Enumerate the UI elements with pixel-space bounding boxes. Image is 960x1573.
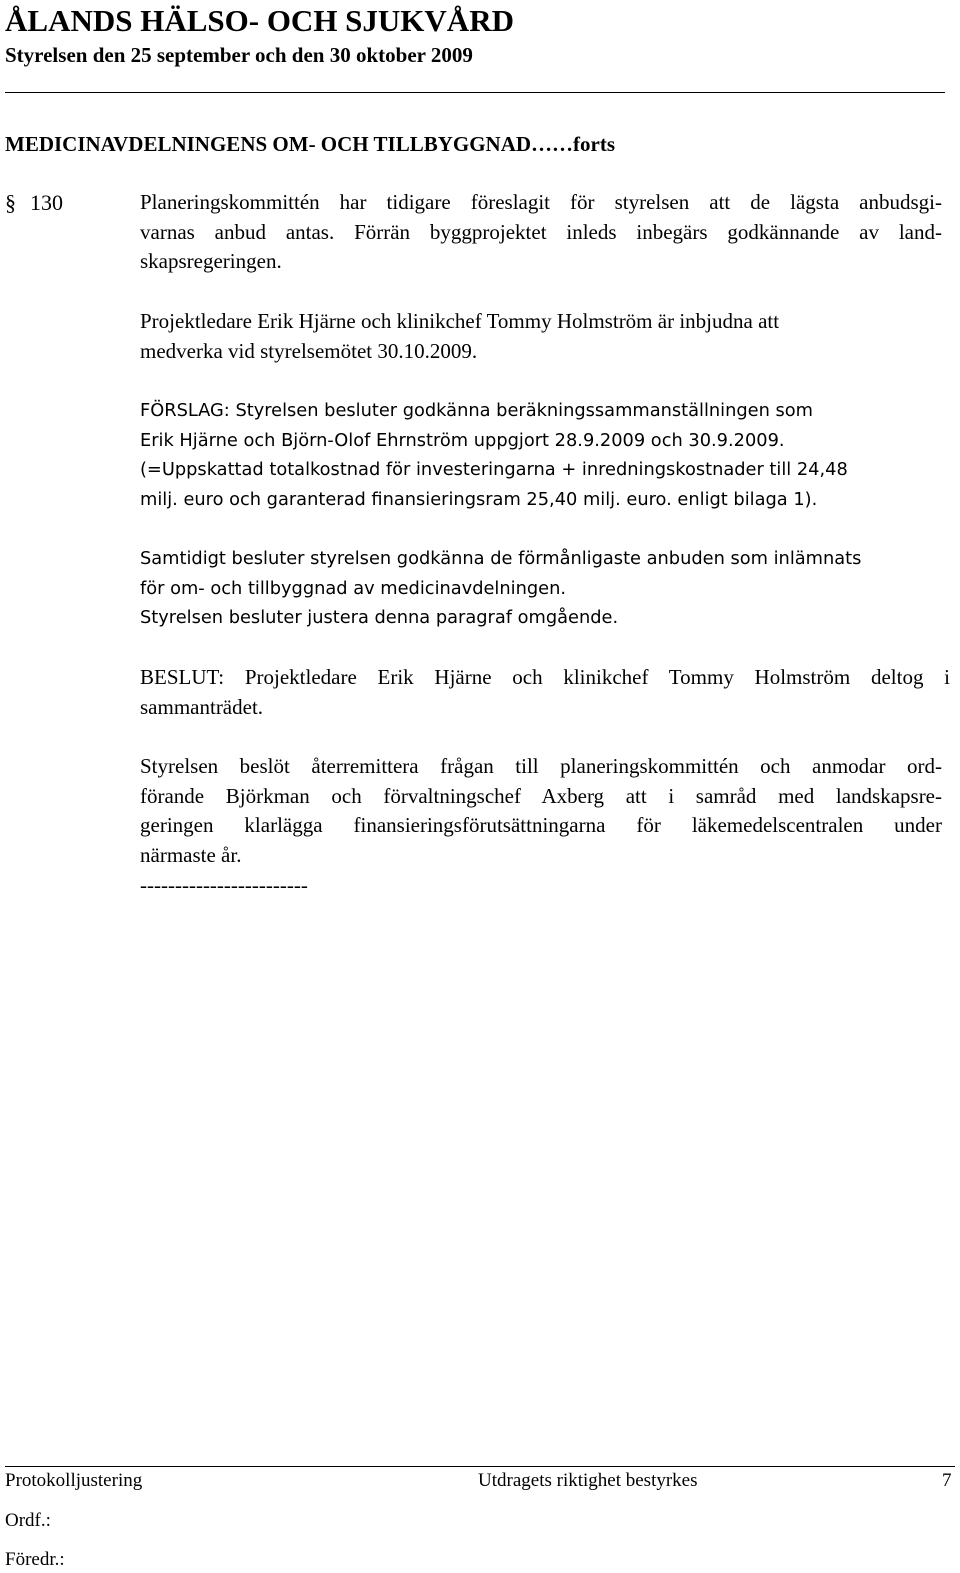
text-line: (=Uppskattad totalkostnad för investeringarna + inredningskostnader till 24,48	[140, 459, 848, 480]
text-line: FÖRSLAG: Styrelsen besluter godkänna beräkningssammanställningen som	[140, 400, 813, 421]
text-line: geringen klarlägga finansieringsförutsättningarna för läkemedelscentralen under	[140, 813, 942, 837]
paragraph-referral	[140, 752, 942, 870]
text-line: Samtidigt besluter styrelsen godkänna de förmånligaste anbuden som inlämnats	[140, 548, 862, 569]
paragraph-sign: §	[5, 190, 16, 215]
text-line: Projektledare Erik Hjärne och klinikchef Tommy Holmström är inbjudna att	[140, 309, 780, 333]
section-heading: MEDICINAVDELNINGENS OM- OCH TILLBYGGNAD……forts	[5, 132, 616, 156]
text-line: Styrelsen beslöt återremittera frågan till planeringskommittén och anmodar ord-	[140, 754, 942, 778]
paragraph-proposal	[140, 396, 848, 514]
text-line: för om- och tillbyggnad av medicinavdelningen.	[140, 577, 566, 599]
text-line: varnas anbud antas. Förrän byggprojektet inleds inbegärs godkännande av land-	[140, 219, 942, 244]
header-divider	[5, 92, 945, 93]
text-line: sammanträdet.	[140, 694, 264, 719]
text-line: Erik Hjärne och Björn-Olof Ehrnström uppgjort 28.9.2009 och 30.9.2009.	[140, 429, 785, 451]
text-line: Styrelsen besluter justera denna paragraf omgående.	[140, 607, 619, 628]
text-line: skapsregeringen.	[140, 249, 282, 273]
text-line: närmaste år.	[140, 842, 242, 867]
paragraph-invitation	[140, 307, 779, 366]
text-line: medverka vid styrelsemötet 30.10.2009.	[140, 338, 478, 363]
text-line: Planeringskommittén har tidigare föreslagit för styrelsen att de lägsta anbudsgi-	[140, 190, 942, 214]
text-line: milj. euro och garanterad finansieringsram 25,40 milj. euro. enligt bilaga 1).	[140, 488, 818, 510]
chair-signature-label: Ordf.:	[5, 1510, 51, 1531]
text-line: BESLUT: Projektledare Erik Hjärne och klinikchef Tommy Holmström deltog i	[140, 665, 950, 689]
meeting-subtitle: Styrelsen den 25 september och den 30 oktober 2009	[5, 43, 473, 67]
footer-divider	[5, 1466, 955, 1467]
footer-protocol-check: Protokolljustering	[5, 1470, 143, 1491]
paragraph-intro	[140, 188, 942, 277]
paragraph-tenders	[140, 544, 861, 633]
presenter-signature-label: Föredr.:	[5, 1549, 65, 1570]
organization-title: ÅLANDS HÄLSO- OCH SJUKVÅRD	[5, 3, 514, 38]
end-marker: ------------------------	[140, 873, 308, 897]
page-number: 7	[942, 1470, 952, 1491]
footer-certified: Utdragets riktighet bestyrkes	[478, 1470, 698, 1491]
paragraph-decision	[140, 663, 950, 722]
paragraph-number: 130	[30, 190, 63, 215]
text-line: förande Björkman och förvaltningschef Axberg att i samråd med landskapsre-	[140, 783, 942, 808]
